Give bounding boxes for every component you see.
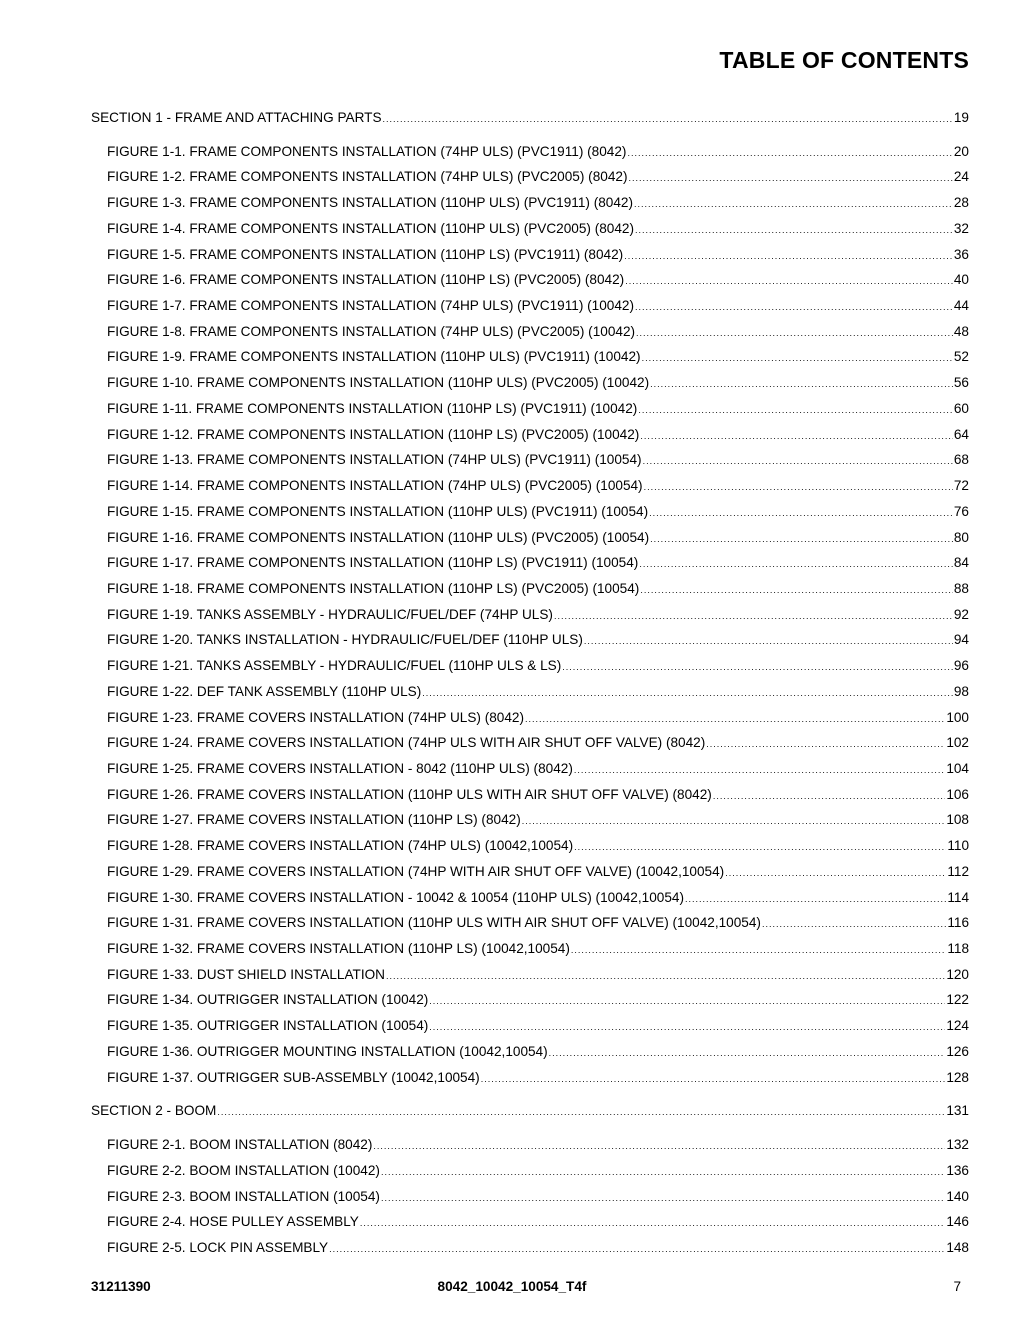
toc-entry-label: FIGURE 1-2. FRAME COMPONENTS INSTALLATION (74HP ULS) (PVC2005) (8042) (107, 169, 628, 184)
toc-dot-leader (525, 711, 945, 727)
toc-entry-label: FIGURE 1-11. FRAME COMPONENTS INSTALLATION (110HP LS) (PVC1911) (10042) (107, 401, 638, 416)
toc-figure-entry[interactable] (107, 658, 969, 675)
toc-entry-page: 116 (947, 915, 969, 930)
toc-entry-page: 19 (953, 110, 969, 125)
toc-entry-label: FIGURE 1-24. FRAME COVERS INSTALLATION (74HP ULS WITH AIR SHUT OFF VALVE) (8042) (107, 735, 706, 750)
toc-dot-leader (574, 762, 945, 778)
toc-figure-entry[interactable] (107, 1137, 969, 1154)
toc-entry-page: 20 (953, 144, 969, 159)
toc-dot-leader (373, 1138, 945, 1154)
toc-figure-entry[interactable] (107, 838, 969, 855)
toc-dot-leader (635, 222, 953, 238)
toc-entry-label: FIGURE 1-17. FRAME COMPONENTS INSTALLATION (110HP LS) (PVC1911) (10054) (107, 555, 639, 570)
toc-entry-label: FIGURE 1-37. OUTRIGGER SUB-ASSEMBLY (10042,10054) (107, 1070, 480, 1085)
toc-figure-entry[interactable] (107, 890, 969, 907)
toc-dot-leader (644, 479, 953, 495)
toc-entry-label: FIGURE 1-14. FRAME COMPONENTS INSTALLATION (74HP ULS) (PVC2005) (10054) (107, 478, 643, 493)
toc-dot-leader (706, 736, 945, 752)
toc-dot-leader (329, 1241, 945, 1257)
toc-figure-entry[interactable] (107, 452, 969, 469)
toc-entry-label: FIGURE 1-5. FRAME COMPONENTS INSTALLATION (110HP LS) (PVC1911) (8042) (107, 247, 624, 262)
toc-dot-leader (554, 608, 953, 624)
toc-entry-label: FIGURE 1-9. FRAME COMPONENTS INSTALLATION (110HP ULS) (PVC1911) (10042) (107, 349, 641, 364)
toc-entry-page: 40 (953, 272, 969, 287)
toc-entry-page: 120 (946, 967, 969, 982)
toc-dot-leader (549, 1045, 946, 1061)
toc-entry-page: 114 (947, 890, 969, 905)
toc-dot-leader (522, 813, 946, 829)
toc-entry-label: FIGURE 1-30. FRAME COVERS INSTALLATION - 10042 & 10054 (110HP ULS) (10042,10054) (107, 890, 684, 905)
toc-dot-leader (584, 633, 953, 649)
toc-entry-page: 88 (953, 581, 969, 596)
toc-entry-label: FIGURE 1-13. FRAME COMPONENTS INSTALLATION (74HP ULS) (PVC1911) (10054) (107, 452, 642, 467)
toc-entry-page: 84 (953, 555, 969, 570)
toc-figure-entry[interactable] (107, 967, 969, 984)
toc-entry-page: 24 (953, 169, 969, 184)
toc-entry-page: 32 (953, 221, 969, 236)
toc-figure-entry[interactable] (107, 1018, 969, 1035)
toc-dot-leader (638, 402, 953, 418)
toc-figure-entry[interactable] (107, 401, 969, 418)
toc-dot-leader (635, 299, 953, 315)
toc-entry-page: 124 (946, 1018, 969, 1033)
toc-entry-label: FIGURE 1-15. FRAME COMPONENTS INSTALLATION (110HP ULS) (PVC1911) (10054) (107, 504, 649, 519)
toc-dot-leader (562, 659, 953, 675)
toc-entry-page: 68 (953, 452, 969, 467)
toc-entry-page: 64 (953, 427, 969, 442)
toc-entry-label: FIGURE 1-16. FRAME COMPONENTS INSTALLATION (110HP ULS) (PVC2005) (10054) (107, 530, 650, 545)
toc-entry-page: 148 (946, 1240, 969, 1255)
toc-dot-leader (713, 788, 946, 804)
toc-entry-page: 108 (946, 812, 969, 827)
toc-entry-label: FIGURE 1-32. FRAME COVERS INSTALLATION (110HP LS) (10042,10054) (107, 941, 570, 956)
toc-entry-page: 104 (946, 761, 969, 776)
toc-dot-leader (571, 942, 946, 958)
toc-figure-entry[interactable] (107, 812, 969, 829)
toc-figure-entry[interactable] (107, 247, 969, 264)
toc-entry-label: FIGURE 1-29. FRAME COVERS INSTALLATION (74HP WITH AIR SHUT OFF VALVE) (10042,10054) (107, 864, 725, 879)
toc-figure-entry[interactable] (107, 221, 969, 238)
toc-entry-label: FIGURE 2-1. BOOM INSTALLATION (8042) (107, 1137, 373, 1152)
toc-dot-leader (624, 248, 953, 264)
toc-dot-leader (625, 273, 953, 289)
toc-dot-leader (429, 993, 945, 1009)
toc-dot-leader (360, 1215, 945, 1231)
toc-figure-entry[interactable] (107, 195, 969, 212)
toc-figure-entry[interactable] (107, 1044, 969, 1061)
toc-entry-page: 92 (953, 607, 969, 622)
toc-entry-page: 122 (946, 992, 969, 1007)
toc-figure-entry[interactable] (107, 864, 969, 881)
toc-figure-entry[interactable] (107, 1189, 969, 1206)
toc-entry-page: 102 (946, 735, 969, 750)
toc-entry-page: 131 (946, 1103, 969, 1118)
toc-figure-entry[interactable] (107, 375, 969, 392)
toc-figure-entry[interactable] (107, 787, 969, 804)
toc-entry-page: 146 (946, 1214, 969, 1229)
toc-entry-label: FIGURE 2-4. HOSE PULLEY ASSEMBLY (107, 1214, 359, 1229)
toc-figure-entry[interactable] (107, 941, 969, 958)
toc-figure-entry[interactable] (107, 555, 969, 572)
toc-entry-page: 76 (953, 504, 969, 519)
toc-entry-label: FIGURE 1-36. OUTRIGGER MOUNTING INSTALLATION (10042,10054) (107, 1044, 548, 1059)
toc-section-entry[interactable] (91, 1103, 969, 1120)
toc-dot-leader (636, 325, 953, 341)
toc-entry-label: FIGURE 1-10. FRAME COMPONENTS INSTALLATION (110HP ULS) (PVC2005) (10042) (107, 375, 650, 390)
toc-dot-leader (725, 865, 946, 881)
toc-figure-entry[interactable] (107, 684, 969, 701)
toc-dot-leader (627, 145, 952, 161)
toc-entry-label: FIGURE 1-31. FRAME COVERS INSTALLATION (110HP ULS WITH AIR SHUT OFF VALVE) (10042,10054) (107, 915, 761, 930)
toc-entry-page: 132 (946, 1137, 969, 1152)
toc-entry-page: 80 (953, 530, 969, 545)
toc-entry-label: FIGURE 1-34. OUTRIGGER INSTALLATION (10042) (107, 992, 429, 1007)
toc-figure-entry[interactable] (107, 478, 969, 495)
toc-figure-entry[interactable] (107, 761, 969, 778)
toc-entry-page: 96 (953, 658, 969, 673)
toc-entry-label: SECTION 1 - FRAME AND ATTACHING PARTS (91, 110, 382, 125)
toc-entry-label: SECTION 2 - BOOM (91, 1103, 217, 1118)
toc-dot-leader (381, 1164, 945, 1180)
toc-entry-page: 136 (946, 1163, 969, 1178)
toc-figure-entry[interactable] (107, 735, 969, 752)
toc-figure-entry[interactable] (107, 632, 969, 649)
toc-figure-entry[interactable] (107, 992, 969, 1009)
toc-figure-entry[interactable] (107, 169, 969, 186)
toc-entry-page: 140 (946, 1189, 969, 1204)
toc-entry-label: FIGURE 1-18. FRAME COMPONENTS INSTALLATION (110HP LS) (PVC2005) (10054) (107, 581, 640, 596)
toc-dot-leader (217, 1104, 945, 1120)
toc-entry-page: 72 (953, 478, 969, 493)
toc-entry-page: 100 (946, 710, 969, 725)
toc-figure-entry[interactable] (107, 915, 969, 932)
toc-dot-leader (574, 839, 946, 855)
toc-dot-leader (640, 428, 953, 444)
toc-dot-leader (642, 350, 953, 366)
toc-entry-label: FIGURE 1-33. DUST SHIELD INSTALLATION (107, 967, 385, 982)
toc-entry-page: 98 (953, 684, 969, 699)
toc-dot-leader (649, 505, 953, 521)
toc-entry-label: FIGURE 1-19. TANKS ASSEMBLY - HYDRAULIC/FUEL/DEF (74HP ULS) (107, 607, 553, 622)
toc-figure-entry[interactable] (107, 427, 969, 444)
toc-entry-label: FIGURE 1-26. FRAME COVERS INSTALLATION (110HP ULS WITH AIR SHUT OFF VALVE) (8042) (107, 787, 712, 802)
toc-section-entry[interactable] (91, 110, 969, 127)
footer-model-code: 8042_10042_10054_T4f (437, 1279, 587, 1294)
toc-figure-entry[interactable] (107, 530, 969, 547)
toc-entry-page: 94 (953, 632, 969, 647)
toc-figure-entry[interactable] (107, 1214, 969, 1231)
toc-entry-label: FIGURE 1-25. FRAME COVERS INSTALLATION - 8042 (110HP ULS) (8042) (107, 761, 573, 776)
toc-entry-page: 36 (953, 247, 969, 262)
toc-entry-label: FIGURE 1-3. FRAME COMPONENTS INSTALLATION (110HP ULS) (PVC1911) (8042) (107, 195, 634, 210)
toc-figure-entry[interactable] (107, 272, 969, 289)
toc-figure-entry[interactable] (107, 581, 969, 598)
toc-entry-label: FIGURE 1-21. TANKS ASSEMBLY - HYDRAULIC/FUEL (110HP ULS & LS) (107, 658, 562, 673)
toc-entry-label: FIGURE 1-27. FRAME COVERS INSTALLATION (110HP LS) (8042) (107, 812, 521, 827)
toc-entry-page: 106 (946, 787, 969, 802)
toc-figure-entry[interactable] (107, 1163, 969, 1180)
toc-entry-label: FIGURE 1-12. FRAME COMPONENTS INSTALLATION (110HP LS) (PVC2005) (10042) (107, 427, 640, 442)
toc-dot-leader (386, 968, 945, 984)
toc-entry-label: FIGURE 2-3. BOOM INSTALLATION (10054) (107, 1189, 380, 1204)
toc-entry-page: 112 (947, 864, 969, 879)
toc-entry-page: 44 (953, 298, 969, 313)
toc-figure-entry[interactable] (107, 504, 969, 521)
toc-dot-leader (640, 582, 953, 598)
toc-entry-page: 28 (953, 195, 969, 210)
toc-entry-page: 48 (953, 324, 969, 339)
toc-entry-label: FIGURE 1-22. DEF TANK ASSEMBLY (110HP ULS) (107, 684, 422, 699)
footer-page-number: 7 (953, 1279, 961, 1294)
toc-entry-label: FIGURE 1-35. OUTRIGGER INSTALLATION (10054) (107, 1018, 429, 1033)
toc-entry-label: FIGURE 1-4. FRAME COMPONENTS INSTALLATION (110HP ULS) (PVC2005) (8042) (107, 221, 635, 236)
toc-entry-page: 126 (946, 1044, 969, 1059)
toc-figure-entry[interactable] (107, 298, 969, 315)
toc-entry-page: 52 (953, 349, 969, 364)
toc-entry-label: FIGURE 1-1. FRAME COMPONENTS INSTALLATION (74HP ULS) (PVC1911) (8042) (107, 144, 627, 159)
toc-entry-label: FIGURE 1-28. FRAME COVERS INSTALLATION (74HP ULS) (10042,10054) (107, 838, 574, 853)
page-title: TABLE OF CONTENTS (719, 47, 969, 73)
toc-figure-entry[interactable] (107, 710, 969, 727)
toc-figure-entry[interactable] (107, 349, 969, 366)
toc-entry-label: FIGURE 1-8. FRAME COMPONENTS INSTALLATION (74HP ULS) (PVC2005) (10042) (107, 324, 636, 339)
toc-figure-entry[interactable] (107, 1240, 969, 1257)
toc-entry-label: FIGURE 2-5. LOCK PIN ASSEMBLY (107, 1240, 329, 1255)
toc-entry-label: FIGURE 2-2. BOOM INSTALLATION (10042) (107, 1163, 380, 1178)
toc-figure-entry[interactable] (107, 607, 969, 624)
toc-dot-leader (628, 170, 952, 186)
toc-entry-page: 128 (946, 1070, 969, 1085)
toc-dot-leader (422, 685, 953, 701)
toc-dot-leader (643, 453, 953, 469)
toc-dot-leader (639, 556, 953, 572)
toc-dot-leader (429, 1019, 945, 1035)
toc-dot-leader (381, 1190, 945, 1206)
toc-entry-label: FIGURE 1-23. FRAME COVERS INSTALLATION (74HP ULS) (8042) (107, 710, 524, 725)
toc-dot-leader (481, 1071, 946, 1087)
toc-dot-leader (634, 196, 953, 212)
toc-figure-entry[interactable] (107, 324, 969, 341)
toc-dot-leader (650, 531, 953, 547)
footer-doc-number: 31211390 (91, 1279, 151, 1294)
toc-entry-label: FIGURE 1-7. FRAME COMPONENTS INSTALLATION (74HP ULS) (PVC1911) (10042) (107, 298, 635, 313)
toc-entry-page: 56 (953, 375, 969, 390)
toc-dot-leader (650, 376, 953, 392)
toc-dot-leader (762, 916, 946, 932)
toc-dot-leader (685, 891, 946, 907)
toc-figure-entry[interactable] (107, 1070, 969, 1087)
toc-entry-label: FIGURE 1-20. TANKS INSTALLATION - HYDRAULIC/FUEL/DEF (110HP ULS) (107, 632, 583, 647)
toc-entry-page: 110 (947, 838, 969, 853)
toc-entry-page: 60 (953, 401, 969, 416)
toc-entry-page: 118 (947, 941, 969, 956)
toc-entry-label: FIGURE 1-6. FRAME COMPONENTS INSTALLATION (110HP LS) (PVC2005) (8042) (107, 272, 625, 287)
toc-dot-leader (383, 111, 953, 127)
toc-figure-entry[interactable] (107, 144, 969, 161)
